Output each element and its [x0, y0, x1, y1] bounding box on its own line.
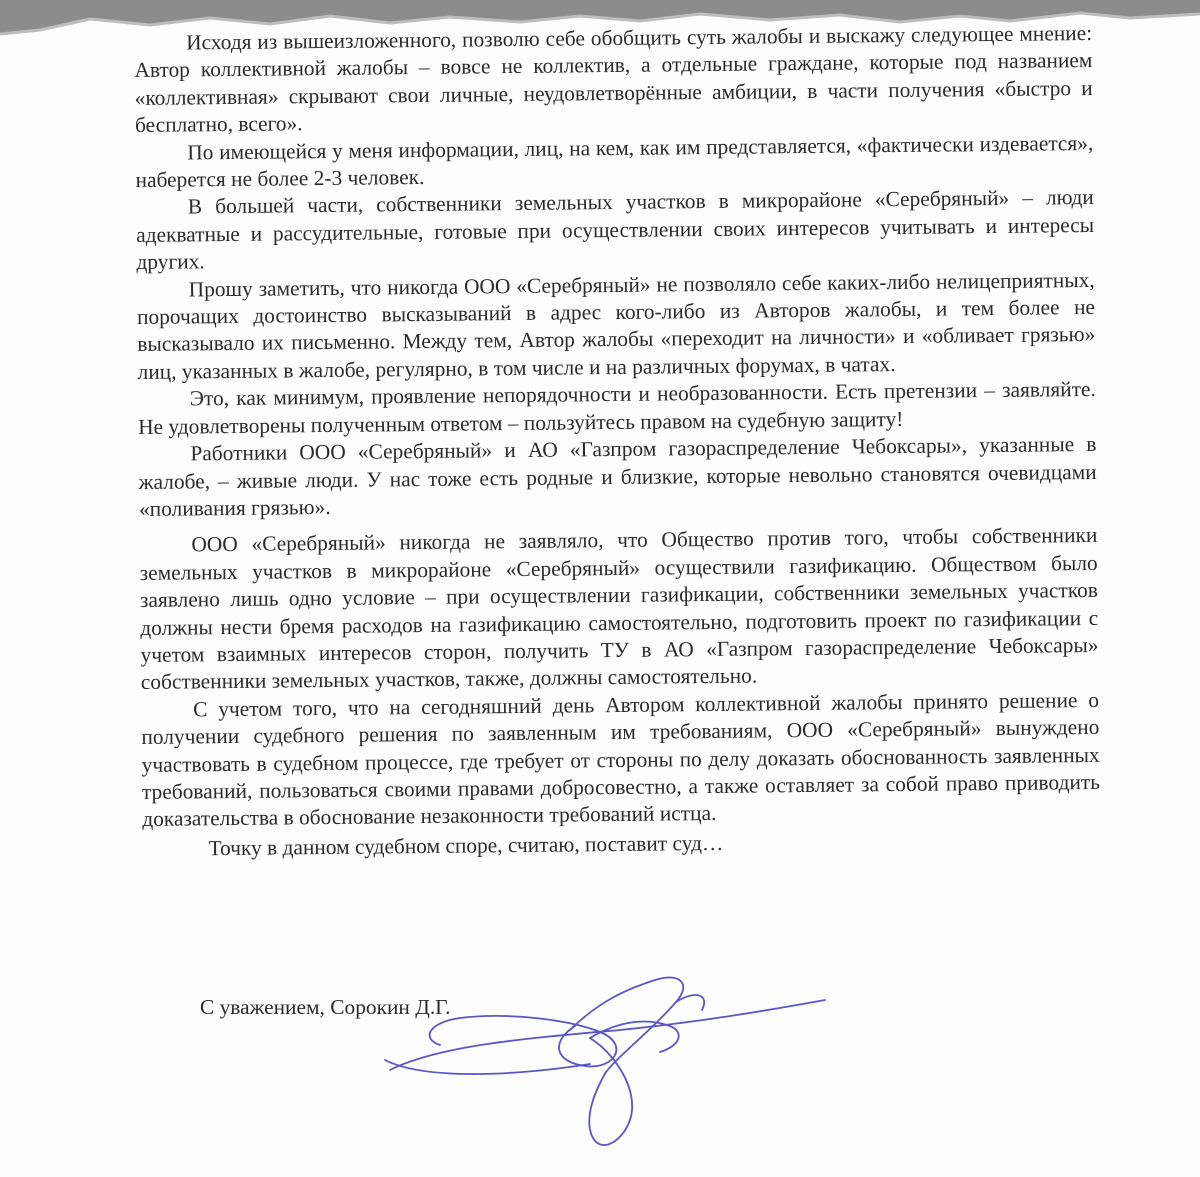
paragraph-information: По имеющейся у меня информации, лиц, на кем, как им представляется, «фактически издевается», наберется не более 2-3 человек. [135, 130, 1094, 193]
closing-line: Точку в данном судебном споре, считаю, поставит суд… [208, 830, 724, 861]
paragraph-conduct: Прошу заметить, что никогда ООО «Серебряный» не позволяло себе каких-либо нелицеприятных, порочащих достоинство высказываний в адрес кого-либо из Авторов жалобы, и тем более не высказывало их письменно. Между тем, Автор жалобы «переходит на личности» и «обливает грязью» лиц, указанных в жалобе, регулярно, в том числе и на различных форумах, в чатах. [136, 267, 1096, 384]
paragraph-court: С учетом того, что на сегодняшний день Автором коллективной жалобы принято решение о получении судебного решения по заявленным им требованиям, ООО «Серебряный» вынуждено участвовать в судебном процессе, где требует от стороны по делу доказать обоснованность заявленных требований, пользоваться своими правами добросовестно, а также оставляет за собой право приводить доказательства в обоснование незаконности требований истца. [141, 687, 1101, 832]
paragraph-claims: Это, как минимум, проявление непорядочности и необразованности. Есть претензии – заявляйте. Не удовлетворены полученным ответом – пользуйтесь правом на судебную защиту! [138, 377, 1096, 439]
paragraph-gasification: ООО «Серебряный» никогда не заявляло, что Общество против того, чтобы собственники земельных участков в микрорайоне «Серебряный» осуществили газификацию. Обществом было заявлено лишь одно условие – при осуществлении газификации, собственники земельных участков должны нести бремя расходов на газификацию самостоятельно, подготовить проект по газификации с учетом взаимных интересов сторон, получить ТУ в АО «Газпром газораспределение Чебоксары» собственники земельных участков, также, должны самостоятельно. [139, 523, 1099, 695]
paragraph-summary: Исходя из вышеизложенного, позволю себе обобщить суть жалобы и выскажу следующее мнение: Автор коллективной жалобы – вовсе не коллектив, а отдельные граждане, которые под названием «коллективная» скрывают свои личные, неудовлетворённые амбиции, в части получения «быстро и бесплатно, всего». [134, 20, 1093, 138]
handwritten-signature-icon [380, 960, 840, 1160]
letter-body [134, 20, 1101, 863]
signature-line: С уважением, Сорокин Д.Г. [200, 995, 451, 1019]
paragraph-employees: Работники ООО «Серебряный» и АО «Газпром газораспределение Чебоксары», указанные в жалобе, – живые люди. У нас тоже есть родные и близкие, которые невольно становятся очевидцами «поливания грязью». [138, 432, 1097, 521]
paragraph-owners: В большей части, собственники земельных участков в микрорайоне «Серебряный» – люди адекватные и рассудительные, готовые при осуществлении своих интересов учитывать и интересы других. [136, 185, 1095, 275]
